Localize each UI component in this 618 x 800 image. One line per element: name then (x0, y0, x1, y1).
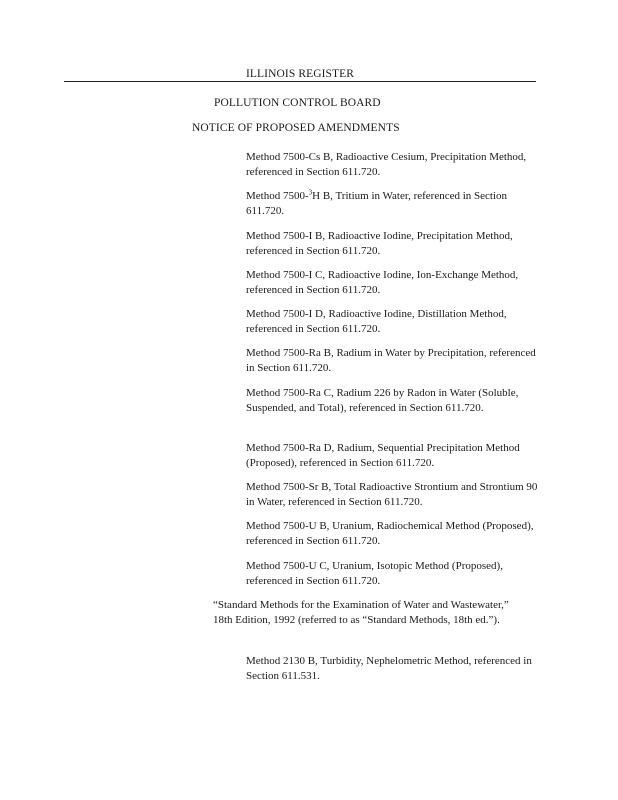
standard-methods-paragraph: “Standard Methods for the Examination of Water and Wastewater,” 18th Edition, 1992 (referred to as “Standard Methods, 18th ed.”). (213, 599, 509, 627)
method-item-tritium-pre: Method 7500- (246, 190, 309, 202)
register-title: ILLINOIS REGISTER (246, 68, 355, 80)
method-item-ra-b: Method 7500-Ra B, Radium in Water by Precipitation, referenced in Section 611.720. (246, 347, 536, 375)
board-title: POLLUTION CONTROL BOARD (214, 97, 381, 109)
tritium-superscript: 3 (308, 188, 313, 197)
method-item-u-c: Method 7500-U C, Uranium, Isotopic Method (Proposed), referenced in Section 611.720. (246, 560, 503, 588)
method-item-i-b: Method 7500-I B, Radioactive Iodine, Precipitation Method, referenced in Section 611.720. (246, 230, 513, 258)
method-item-2130-b: Method 2130 B, Turbidity, Nephelometric Method, referenced in Section 611.531. (246, 655, 532, 683)
notice-title: NOTICE OF PROPOSED AMENDMENTS (192, 122, 400, 134)
method-item-u-b: Method 7500-U B, Uranium, Radiochemical Method (Proposed), referenced in Section 611.720. (246, 520, 534, 548)
method-item-tritium (246, 189, 538, 220)
method-item-ra-d: Method 7500-Ra D, Radium, Sequential Precipitation Method (Proposed), referenced in Section 611.720. (246, 442, 520, 470)
method-item-sr-b: Method 7500-Sr B, Total Radioactive Strontium and Strontium 90 in Water, referenced in Section 611.720. (246, 481, 538, 509)
method-item-i-c: Method 7500-I C, Radioactive Iodine, Ion-Exchange Method, referenced in Section 611.720. (246, 269, 519, 297)
method-item-ra-c: Method 7500-Ra C, Radium 226 by Radon in Water (Soluble, Suspended, and Total), referenced in Section 611.720. (246, 387, 519, 415)
method-item-cs-b: Method 7500-Cs B, Radioactive Cesium, Precipitation Method, referenced in Section 611.720. (246, 151, 527, 179)
method-item-i-d: Method 7500-I D, Radioactive Iodine, Distillation Method, referenced in Section 611.720. (246, 308, 507, 336)
header-rule (64, 81, 536, 82)
method-item-tritium-post: H B, Tritium in Water, referenced in Section 611.720. (246, 190, 508, 218)
